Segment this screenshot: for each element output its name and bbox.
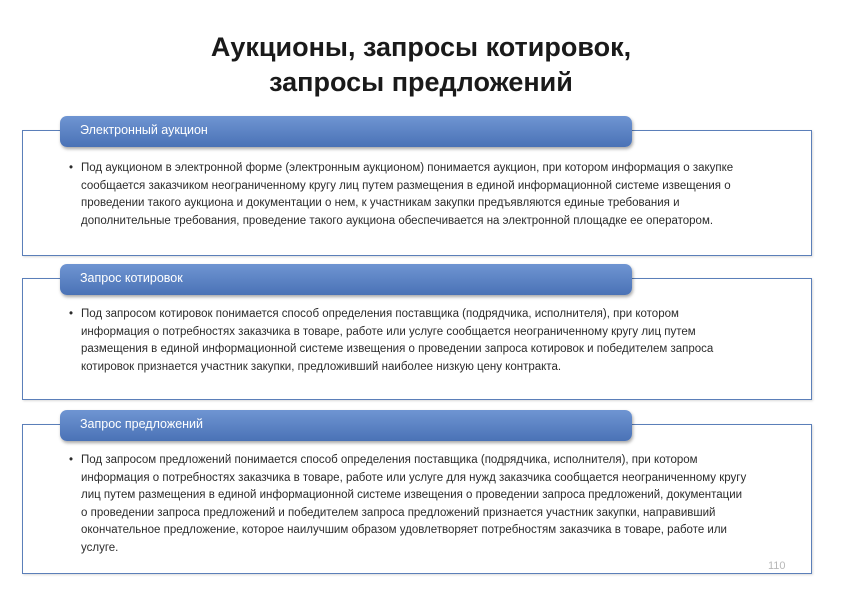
section-box bbox=[22, 278, 812, 400]
page-number: 110 bbox=[768, 560, 786, 572]
section-text: • Под аукционом в электронной форме (электронным аукционом) понимается аукцион, при котором информация о закупке сообщается заказчиком неограниченному кругу лиц путем размещения в единой информационной системе извещения о проведении такого аукциона и документации о нем, к участникам закупки предъявляются единые требования и дополнительные требования, проведение такого аукциона обеспечивается на электронной площадке ее оператором. bbox=[69, 162, 734, 227]
section-header bbox=[60, 116, 632, 147]
section-box bbox=[22, 424, 812, 574]
section-text: • Под запросом предложений понимается способ определения поставщика (подрядчика, исполнителя), при котором информация о потребностях заказчика в товаре, работе или услуге для нужд заказчика сообщается неограниченному кругу лиц путем размещения в единой информационной системе извещения о проведении запроса предложений, документации о проведении запроса предложений и победителем запроса предложений признается участник закупки, направивший окончательное предложение, которое наилучшим образом удовлетворяет потребностям заказчика в товаре, работе или услуге. bbox=[69, 454, 747, 554]
bullet-icon: • bbox=[69, 308, 74, 320]
section-header-label: Запрос предложений bbox=[80, 417, 204, 431]
section-header-label: Электронный аукцион bbox=[80, 123, 208, 137]
section-header bbox=[60, 410, 632, 441]
bullet-icon: • bbox=[69, 454, 74, 466]
bullet-icon: • bbox=[69, 162, 74, 174]
section-header bbox=[60, 264, 632, 295]
slide-title bbox=[0, 30, 842, 100]
section-header-label: Запрос котировок bbox=[80, 271, 183, 285]
section-text: • Под запросом котировок понимается способ определения поставщика (подрядчика, исполнителя), при котором информация о потребностях заказчика в товаре, работе или услуге сообщается неограниченному кругу лиц путем размещения в единой информационной системе извещения о проведении запроса котировок и победителем запроса котировок признается участник закупки, предложивший наиболее низкую цену контракта. bbox=[69, 308, 714, 373]
slide-title-line-2: запросы предложений bbox=[269, 67, 573, 97]
section-box bbox=[22, 130, 812, 256]
slide-title-line-1: Аукционы, запросы котировок, bbox=[210, 32, 632, 62]
